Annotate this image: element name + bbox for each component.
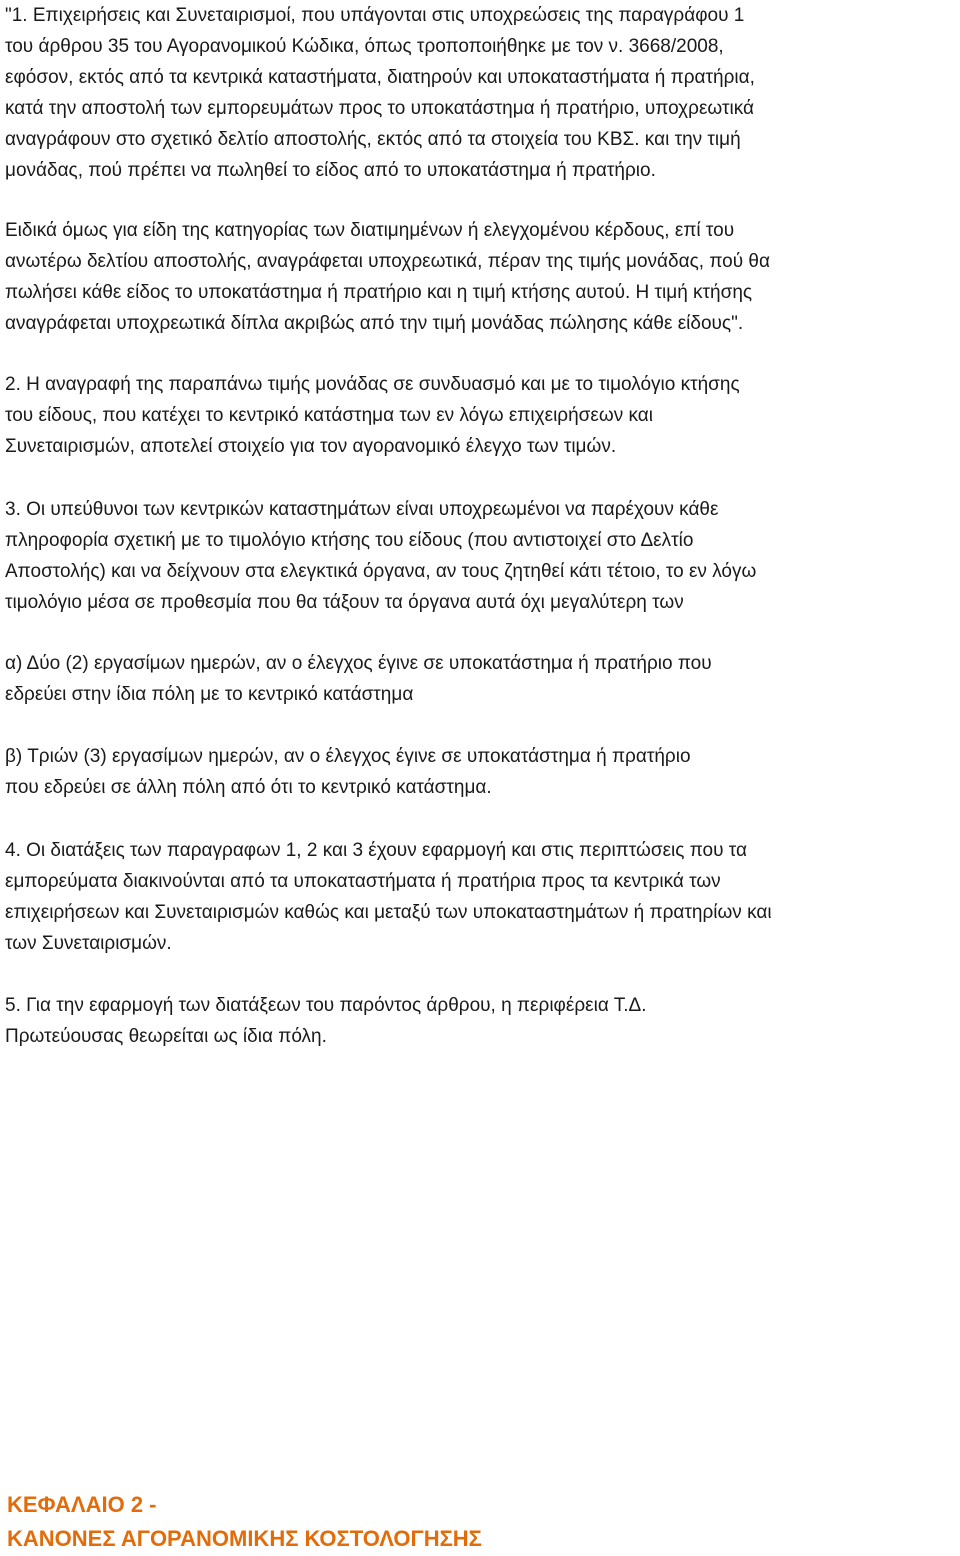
- paragraph-3: [5, 369, 740, 462]
- paragraph-line: Αποστολής) και να δείχνουν στα ελεγκτικά όργανα, αν τους ζητηθεί κάτι τέτοιο, το εν λόγω: [5, 561, 757, 582]
- chapter-heading-line-2: ΚΑΝΟΝΕΣ ΑΓΟΡΑΝΟΜΙΚΗΣ ΚΟΣΤΟΛΟΓΗΣΗΣ: [7, 1526, 482, 1551]
- paragraph-line: του είδους, που κατέχει το κεντρικό κατάστημα των εν λόγω επιχειρήσεων και: [5, 405, 653, 426]
- paragraph-line: β) Τριών (3) εργασίμων ημερών, αν ο έλεγχος έγινε σε υποκατάστημα ή πρατήριο: [5, 746, 691, 767]
- paragraph-line: "1. Επιχειρήσεις και Συνεταιρισμοί, που υπάγονται στις υποχρεώσεις της παραγράφου 1: [5, 5, 745, 26]
- paragraph-line: του άρθρου 35 του Αγορανομικού Κώδικα, όπως τροποποιήθηκε με τον ν. 3668/2008,: [5, 36, 724, 57]
- paragraph-line: ανωτέρω δελτίου αποστολής, αναγράφεται υποχρεωτικά, πέραν της τιμής μονάδας, πού θα: [5, 251, 770, 272]
- paragraph-line: κατά την αποστολή των εμπορευμάτων προς το υποκατάστημα ή πρατήριο, υποχρεωτικά: [5, 98, 754, 119]
- paragraph-line: Πρωτεύουσας θεωρείται ως ίδια πόλη.: [5, 1026, 327, 1047]
- paragraph-line: των Συνεταιρισμών.: [5, 933, 172, 954]
- chapter-heading-line-1: ΚΕΦΑΛΑΙΟ 2 -: [7, 1492, 157, 1517]
- paragraph-6: [5, 741, 691, 803]
- paragraph-line: 5. Για την εφαρμογή των διατάξεων του παρόντος άρθρου, η περιφέρεια Τ.Δ.: [5, 995, 647, 1016]
- paragraph-line: 4. Οι διατάξεις των παραγραφων 1, 2 και 3 έχουν εφαρμογή και στις περιπτώσεις που τα: [5, 840, 747, 861]
- paragraph-1: [5, 0, 755, 186]
- paragraph-line: εμπορεύματα διακινούνται από τα υποκαταστήματα ή πρατήρια προς τα κεντρικά των: [5, 871, 721, 892]
- paragraph-5: [5, 648, 712, 710]
- paragraph-line: μονάδας, πού πρέπει να πωληθεί το είδος από το υποκατάστημα ή πρατήριο.: [5, 160, 656, 181]
- paragraph-line: πληροφορία σχετική με το τιμολόγιο κτήσης του είδους (που αντιστοιχεί στο Δελτίο: [5, 530, 694, 551]
- paragraph-line: αναγράφεται υποχρεωτικά δίπλα ακριβώς από την τιμή μονάδας πώλησης κάθε είδους".: [5, 313, 744, 334]
- paragraph-line: εδρεύει στην ίδια πόλη με το κεντρικό κατάστημα: [5, 684, 414, 705]
- paragraph-line: 3. Οι υπεύθυνοι των κεντρικών καταστημάτων είναι υποχρεωμένοι να παρέχουν κάθε: [5, 499, 719, 520]
- paragraph-line: Συνεταιρισμών, αποτελεί στοιχείο για τον αγορανομικό έλεγχο των τιμών.: [5, 436, 617, 457]
- paragraph-line: αναγράφουν στο σχετικό δελτίο αποστολής, εκτός από τα στοιχεία του ΚΒΣ. και την τιμή: [5, 129, 741, 150]
- paragraph-line: 2. Η αναγραφή της παραπάνω τιμής μονάδας σε συνδυασμό και με το τιμολόγιο κτήσης: [5, 374, 740, 395]
- paragraph-2: [5, 215, 770, 339]
- paragraph-line: α) Δύο (2) εργασίμων ημερών, αν ο έλεγχος έγινε σε υποκατάστημα ή πρατήριο που: [5, 653, 712, 674]
- paragraph-line: επιχειρήσεων και Συνεταιρισμών καθώς και μεταξύ των υποκαταστημάτων ή πρατηρίων και: [5, 902, 772, 923]
- paragraph-4: [5, 494, 756, 618]
- paragraph-line: εφόσον, εκτός από τα κεντρικά καταστήματα, διατηρούν και υποκαταστήματα ή πρατήρια,: [5, 67, 755, 88]
- paragraph-line: Ειδικά όμως για είδη της κατηγορίας των διατιμημένων ή ελεγχομένου κέρδους, επί του: [5, 220, 735, 241]
- paragraph-7: [5, 835, 772, 959]
- paragraph-8: [5, 990, 647, 1052]
- chapter-heading: [7, 1488, 482, 1556]
- paragraph-line: πωλήσει κάθε είδος το υποκατάστημα ή πρατήριο και η τιμή κτήσης αυτού. Η τιμή κτήσης: [5, 282, 753, 303]
- paragraph-line: που εδρεύει σε άλλη πόλη από ότι το κεντρικό κατάστημα.: [5, 777, 492, 798]
- paragraph-line: τιμολόγιο μέσα σε προθεσμία που θα τάξουν τα όργανα αυτά όχι μεγαλύτερη των: [5, 592, 684, 613]
